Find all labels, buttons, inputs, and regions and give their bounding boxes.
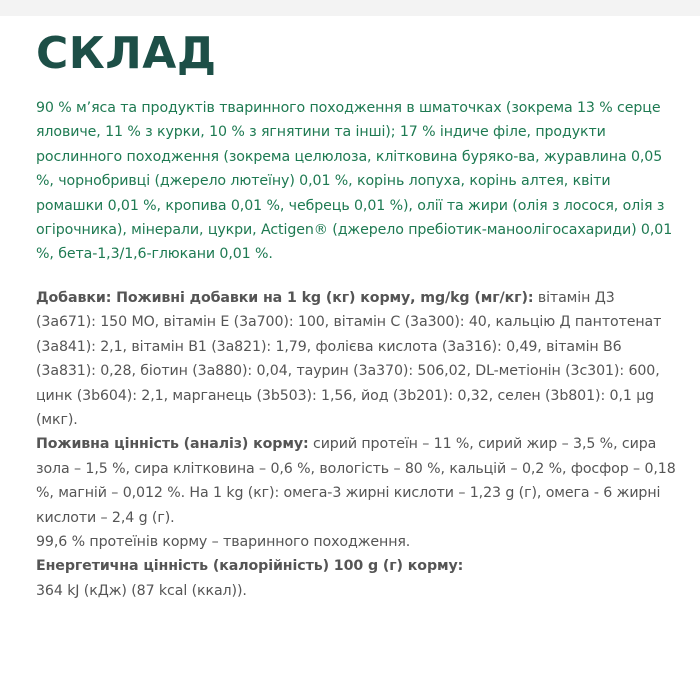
additives-paragraph — [36, 286, 676, 432]
analysis-label: Поживна цінність (аналіз) корму: — [36, 436, 309, 453]
page-title: СКЛАД — [36, 28, 217, 79]
energy-label: Енергетична цінність (калорійність) 100 g (г) корму: — [36, 558, 464, 575]
analysis-text: сирий протеїн – 11 %, сирий жир – 3,5 %, сира зола – 1,5 %, сира клітковина – 0,6 %, вологість – 80 %, кальцій – 0,2 %, фосфор – 0,18 %, магній – 0,012 %. На 1 kg (кг): омега-3 жирні кислоти – 1,23 g (г), омега - 6 жирні кислоти – 2,4 g (г). — [36, 436, 676, 526]
energy-label-line — [36, 554, 676, 578]
additives-label: Добавки: Поживні добавки на 1 kg (кг) корму, mg/kg (мг/кг): — [36, 290, 534, 306]
details-section — [36, 286, 676, 603]
analysis-paragraph — [36, 432, 676, 530]
top-strip — [0, 0, 700, 16]
protein-note: 99,6 % протеїнів корму – тваринного походження. — [36, 534, 411, 551]
composition-text: 90 % м’яса та продуктів тваринного походження в шматочках (зокрема 13 % серце яловиче, 11 % з курки, 10 % з ягнятини та інші); 17 % індиче філе, продукти рослинного походження (зокрема целюлоза, клітковина буряко-ва, журавлина 0,05 %, чорнобривці (джерело лютеїну) 0,01 %, корінь лопуха, корінь алтея, квіти ромашки 0,01 %, кропива 0,01 %, чебрець 0,01 %), олії та жири (олія з лосося, олія з огірочника), мінерали, цукри, Actigen® (джерело пребіотик-маноолігосахариди) 0,01 %, бета-1,3/1,6-глюкани 0,01 %. — [36, 100, 673, 263]
additives-text: вітамін Д3 (3a671): 150 МО, вітамін Е (3a700): 100, вітамін С (3a300): 40, кальцію Д пантотенат (3a841): 2,1, вітамін В1 (3a821): 1,79, фолієва кислота (3a316): 0,49, вітамін В6 (3a831): 0,28, біотин (3a880): 0,04, таурин (3a370): 506,02, DL-метіонін (3c301): 600, цинк (3b604): 2,1, марганець (3b503): 1,56, йод (3b201): 0,32, селен (3b801): 0,1 µg (мкг). — [36, 290, 662, 429]
energy-value: 364 kJ (кДж) (87 kcal (ккал)). — [36, 582, 247, 599]
